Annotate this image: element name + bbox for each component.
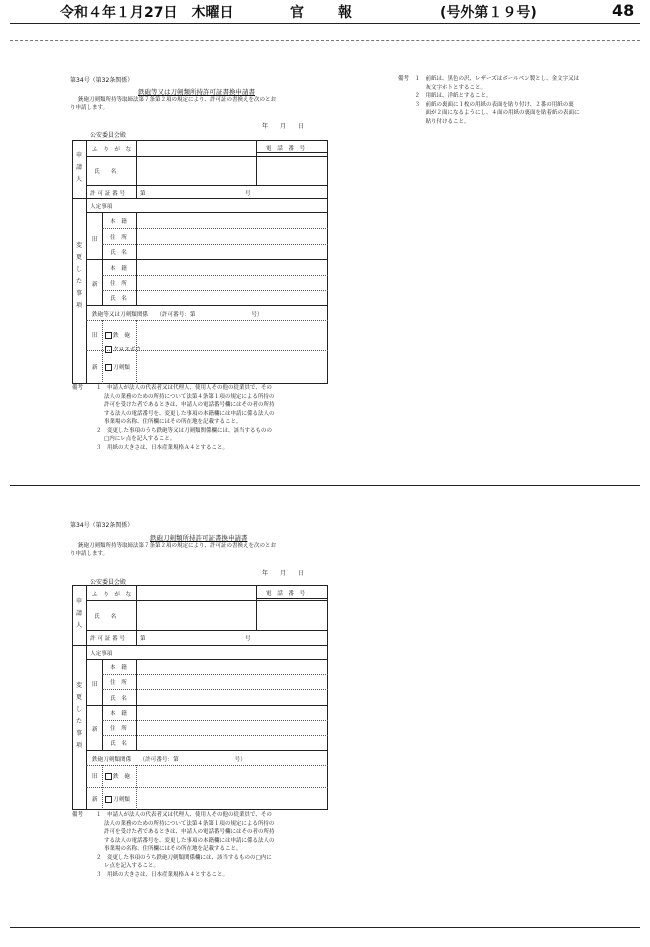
side-note-line: ２ 用紙は、洋紙とすること。 (398, 93, 492, 100)
sword-checkbox[interactable] (105, 364, 112, 371)
gun-option[interactable]: 鉄 砲 (105, 331, 130, 339)
new-address-label: 住 所 (110, 281, 127, 287)
note-line: 許可を受けた者であるときは、申請人の電話番号欄にはその者の所持 (104, 829, 275, 836)
new-name-label: 氏 名 (110, 741, 127, 747)
intro-line-1: 銃砲刀剣類所持等取締法第７条第２項の規定により、許可証の書換えを次のとお (78, 543, 277, 549)
addressee: 公安委員会殿 (90, 579, 127, 586)
old-address-label: 住 所 (110, 235, 127, 241)
side-note-line: ３ 前紙の裏面に１枚の用紙の表面を貼り付け、２番の用紙の裏 (398, 101, 574, 108)
old-domicile-label: 本 籍 (110, 219, 127, 225)
name-label: 氏 名 (94, 614, 117, 620)
crossbow-option[interactable]: クロスボウ (105, 345, 141, 353)
relation-label: 鉄砲刀剣類関係 （許可番号：第 号） (92, 757, 246, 763)
permit-number-label: 許 可 証 番 号 (90, 191, 126, 197)
relation-new-label: 新 (92, 797, 98, 803)
gun-checkbox[interactable] (105, 773, 112, 780)
notes-label: 備考 (72, 812, 84, 818)
issue-number: (号外第１９号) (440, 5, 537, 21)
note-line: する法人の電話番号を、変更した事項の本籍欄には申請に係る法人の (104, 410, 275, 417)
note-line: １ 申請人が法人の代表者又は代理人、使用人その他の従業員で、その (96, 812, 272, 818)
date-label: 年 月 日 (262, 570, 305, 577)
note-line: 事業場の名称、住所欄にはその所在地を記載すること。 (104, 419, 242, 426)
identity-items-label: 人定事項 (90, 651, 113, 657)
relation-label: 鉄砲等又は刀剣類関係 （許可番号：第 号） (92, 312, 263, 318)
mid-rule (10, 485, 640, 486)
note-line: 事業場の名称、住所欄にはその所在地を記載すること。 (104, 846, 242, 853)
new-domicile-label: 本 籍 (110, 711, 127, 717)
page-number: 48 (612, 1, 635, 20)
issue-date: 令和４年１月27日 木曜日 (60, 5, 234, 21)
sword-option[interactable]: 刀剣類 (105, 363, 130, 371)
old-label: 旧 (92, 682, 98, 688)
side-note-line: 備考 １ 前紙は、黒色の沢、レザーズはボールペン製とし、金文字又は (398, 76, 580, 82)
date-label: 年 月 日 (262, 123, 305, 130)
form-number: 第34号（第32条関係） (70, 77, 134, 84)
note-line: ２ 変更した事項のうち鉄砲等又は刀剣類関係欄には、該当するものの (96, 427, 273, 434)
applicant-label: 申請人 (75, 598, 82, 629)
addressee: 公安委員会殿 (90, 132, 127, 139)
new-name-label: 氏 名 (110, 296, 127, 302)
note-line: ２ 変更した事項のうち鉄砲刀剣類関係欄には、該当するものの□内に (96, 854, 272, 861)
old-domicile-label: 本 籍 (110, 665, 127, 671)
note-line: レ点を記入すること。 (104, 863, 160, 870)
note-line: １ 申請人が法人の代表者又は代理人、使用人その他の従業員で、その (96, 385, 272, 391)
relation-new-label: 新 (92, 365, 98, 371)
side-note-line: 面が２面になるようにし、４面の用紙の裏面を貼着紙の表面に (398, 110, 580, 117)
relation-old-label: 旧 (92, 333, 98, 339)
new-label: 新 (92, 282, 98, 288)
intro-line-2: り申請します。 (70, 551, 109, 557)
sword-checkbox[interactable] (105, 796, 112, 803)
note-line: 許可を受けた者であるときは、申請人の電話番号欄にはその者の所持 (104, 402, 275, 409)
note-line: □内にレ点を記入すること。 (104, 436, 176, 443)
old-name-label: 氏 名 (110, 696, 127, 702)
phone-label: 電 話 番 号 (266, 591, 306, 597)
note-line: ３ 用紙の大きさは、日本産業規格Ａ４とすること。 (96, 871, 229, 878)
new-label: 新 (92, 727, 98, 733)
notes-block (96, 811, 275, 879)
form-number: 第34号（第32条関係） (70, 522, 134, 529)
footer-rule (10, 927, 640, 928)
relation-old-label: 旧 (92, 774, 98, 780)
form-title: 鉄砲刀剣類所持許可証書換申請書 (150, 534, 248, 542)
note-line: 法人の業務のための所持について法第４条第１項の規定による所持の (104, 820, 275, 827)
changed-items-label: 変更した事項 (75, 242, 82, 309)
gazette-name: 官 報 (290, 5, 354, 21)
side-note-line: 灰文字ホトとすること。 (398, 84, 487, 91)
applicant-label: 申請人 (75, 152, 82, 183)
intro-line-1: 銃砲刀剣類所持等取締法第７条第２項の規定により、許可証の書換えを次のとお (78, 97, 277, 103)
section-divider (10, 40, 640, 41)
note-line: 法人の業務のための所持について法第４条第１項の規定による所持の (104, 393, 275, 400)
form-title: 鉄砲等又は刀剣類所持許可証書換申請書 (138, 88, 255, 96)
permit-gou: 号 (245, 636, 251, 642)
new-domicile-label: 本 籍 (110, 266, 127, 272)
new-address-label: 住 所 (110, 726, 127, 732)
gun-option[interactable]: 鉄 砲 (105, 772, 130, 780)
crossbow-checkbox[interactable] (105, 346, 112, 353)
notes-label: 備考 (72, 385, 84, 391)
furigana-label: ふ り が な (92, 592, 132, 598)
changed-items-label: 変更した事項 (75, 682, 82, 749)
permit-dai: 第 (140, 191, 146, 197)
gun-checkbox[interactable] (105, 332, 112, 339)
side-note-line: 貼り付けること。 (398, 118, 470, 125)
permit-number-label: 許 可 証 番 号 (90, 636, 126, 642)
notes-block (96, 384, 275, 452)
old-address-label: 住 所 (110, 680, 127, 686)
identity-items-label: 人定事項 (90, 204, 113, 210)
phone-label: 電 話 番 号 (266, 146, 306, 152)
header-rule (10, 23, 640, 24)
old-name-label: 氏 名 (110, 250, 127, 256)
sword-option[interactable]: 刀剣類 (105, 795, 130, 803)
note-line: する法人の電話番号を、変更した事項の本籍欄には申請に係る法人の (104, 837, 275, 844)
permit-gou: 号 (245, 191, 251, 197)
intro-line-2: り申請します。 (70, 105, 109, 111)
furigana-label: ふ り が な (92, 147, 132, 153)
name-label: 氏 名 (94, 169, 117, 175)
permit-dai: 第 (140, 636, 146, 642)
side-notes (398, 75, 580, 126)
note-line: ３ 用紙の大きさは、日本産業規格Ａ４とすること。 (96, 444, 229, 451)
old-label: 旧 (92, 237, 98, 243)
